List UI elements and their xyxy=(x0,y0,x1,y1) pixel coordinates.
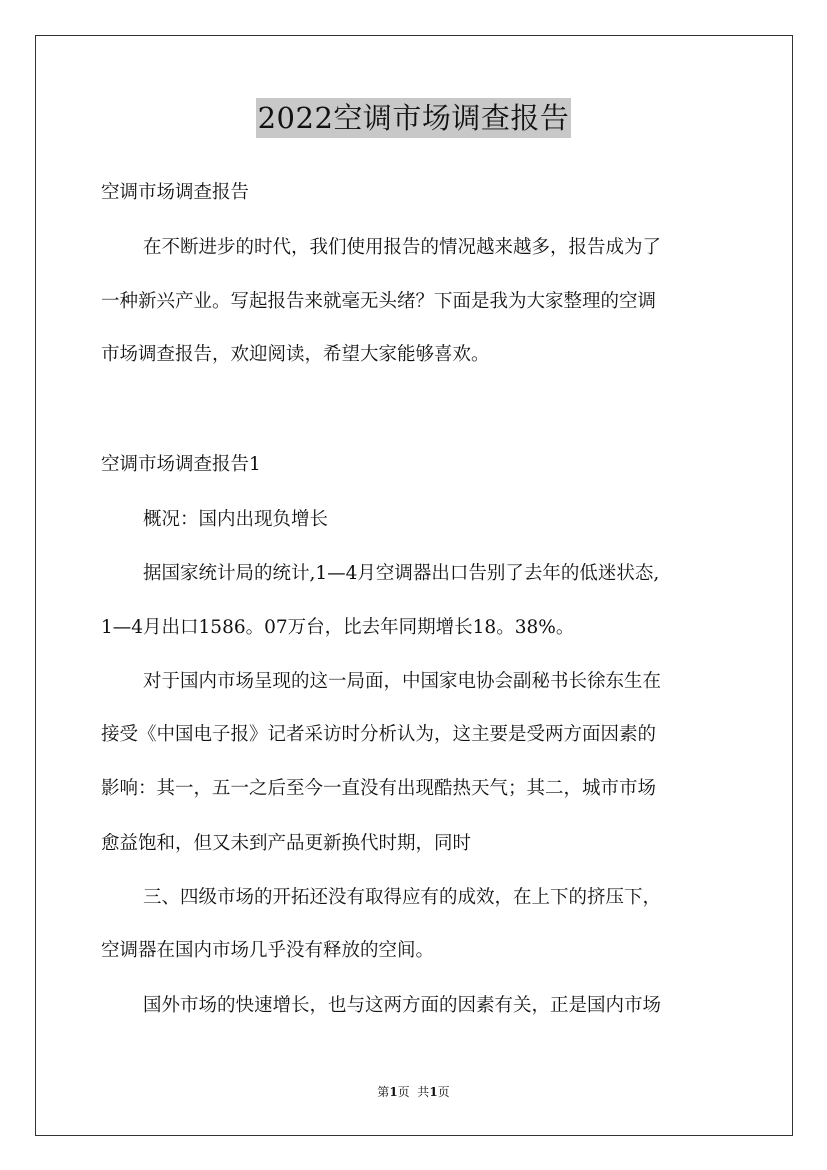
para2-line-2: 接受《中国电子报》记者采访时分析认为，这主要是受两方面因素的 xyxy=(101,724,657,745)
document-title: 2022空调市场调查报告 xyxy=(256,98,572,138)
footer-page-number: 1 xyxy=(389,1085,398,1099)
para2-line-4: 愈益饱和，但又未到产品更新换代时期，同时 xyxy=(101,833,472,854)
para2-line-1: 对于国内市场呈现的这一局面，中国家电协会副秘书长徐东生在 xyxy=(143,671,662,692)
intro-line-1: 在不断进步的时代，我们使用报告的情况越来越多，报告成为了 xyxy=(143,237,662,258)
para1-line-2: 1—4月出口1586。07万台，比去年同期增长18。38%。 xyxy=(101,617,575,638)
overview-heading: 概况：国内出现负增长 xyxy=(143,509,329,530)
para3-line-2: 空调器在国内市场几乎没有释放的空间。 xyxy=(101,940,435,961)
para3-line-1: 三、四级市场的开拓还没有取得应有的成效，在上下的挤压下， xyxy=(143,887,662,908)
para1-line-1: 据国家统计局的统计,1—4月空调器出口告别了去年的低迷状态, xyxy=(143,563,660,584)
footer-total-pages: 1 xyxy=(429,1085,438,1099)
footer-prefix: 第 xyxy=(377,1085,390,1099)
intro-line-3: 市场调查报告，欢迎阅读，希望大家能够喜欢。 xyxy=(101,344,490,365)
footer-mid: 页 共 xyxy=(397,1085,430,1099)
document-title-block xyxy=(0,98,827,138)
footer-suffix: 页 xyxy=(437,1085,450,1099)
para4-line-1: 国外市场的快速增长，也与这两方面的因素有关，正是国内市场 xyxy=(143,995,662,1016)
para2-line-3: 影响：其一，五一之后至今一直没有出现酷热天气；其二，城市市场 xyxy=(101,778,657,799)
page-footer xyxy=(0,1083,827,1100)
section-heading: 空调市场调查报告1 xyxy=(101,454,261,475)
intro-line-2: 一种新兴产业。写起报告来就毫无头绪？下面是我为大家整理的空调 xyxy=(101,291,657,312)
subtitle: 空调市场调查报告 xyxy=(101,182,250,203)
